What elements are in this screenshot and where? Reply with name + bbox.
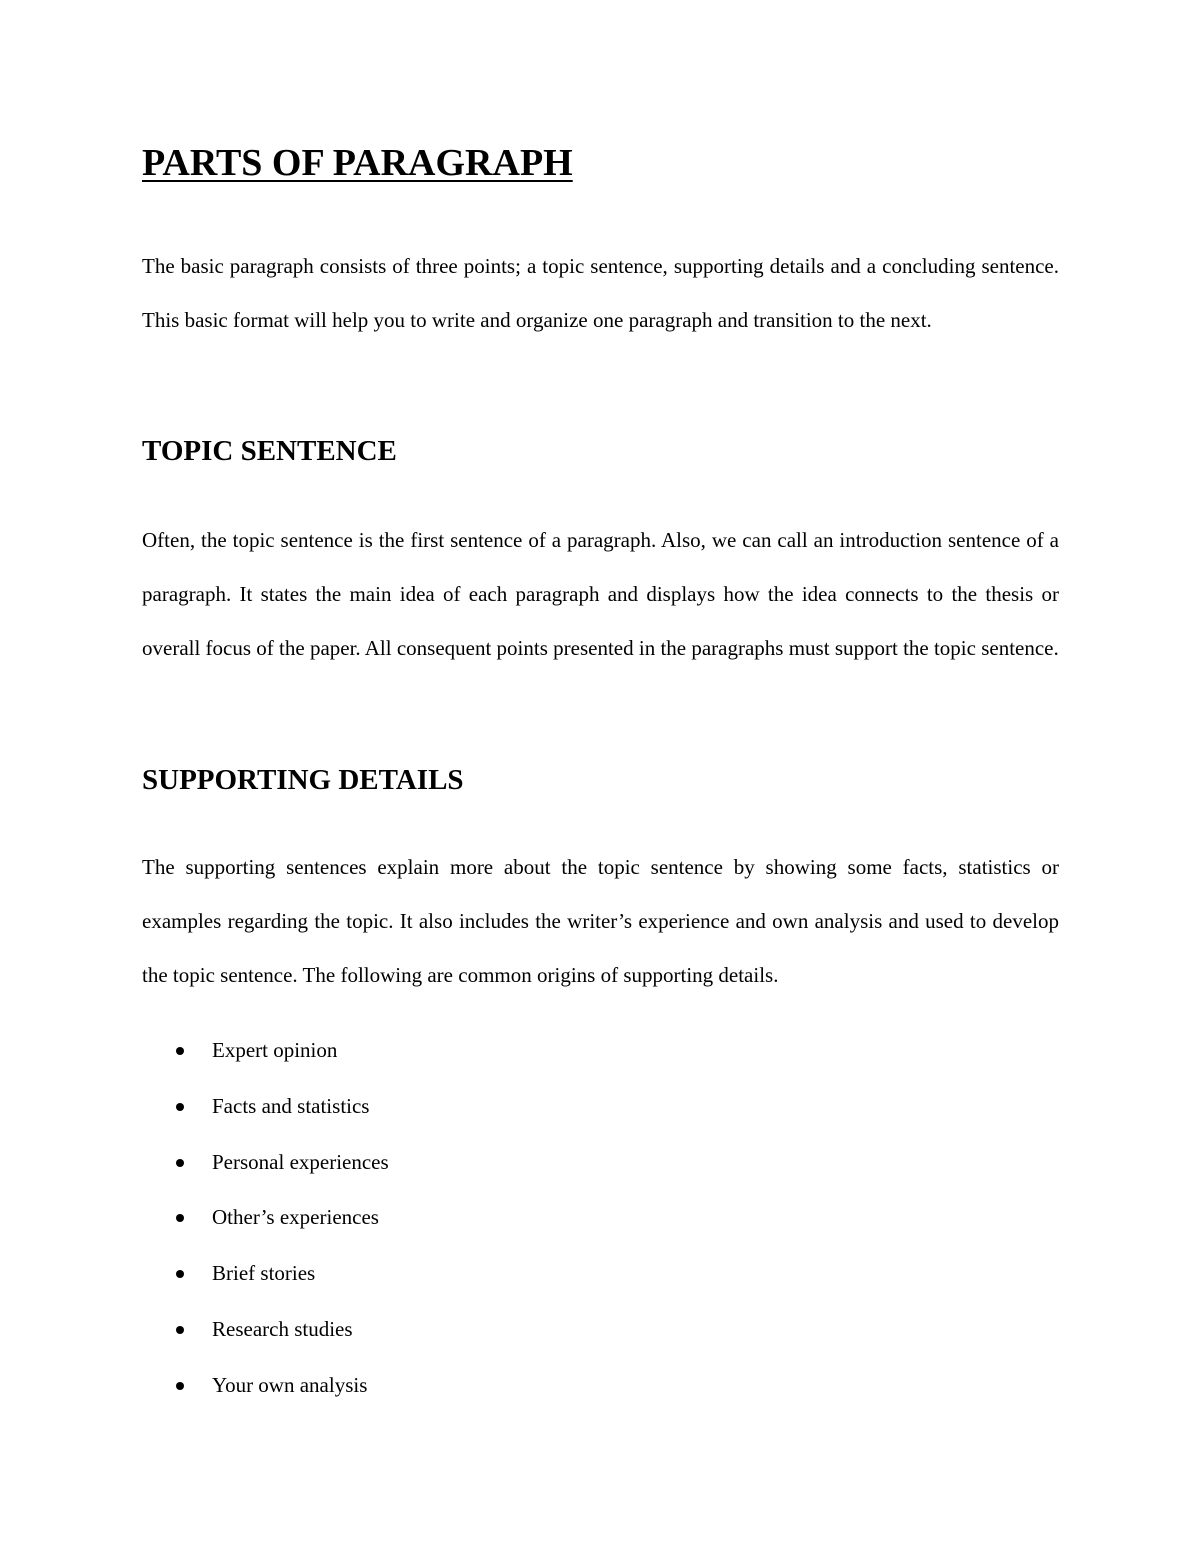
bullet-icon — [176, 1326, 184, 1334]
list-item-text: Research studies — [212, 1316, 353, 1341]
list-item — [142, 1023, 389, 1079]
supporting-details-list — [142, 1023, 389, 1414]
section-heading-supporting-details: SUPPORTING DETAILS — [142, 764, 464, 796]
list-item-text: Your own analysis — [212, 1372, 368, 1397]
bullet-icon — [176, 1382, 184, 1390]
list-item — [142, 1079, 389, 1135]
bullet-icon — [176, 1047, 184, 1055]
bullet-icon — [176, 1159, 184, 1167]
list-item — [142, 1358, 389, 1414]
document-title: PARTS OF PARAGRAPH — [142, 142, 573, 184]
section-heading-topic-sentence: TOPIC SENTENCE — [142, 435, 397, 467]
bullet-icon — [176, 1270, 184, 1278]
list-item — [142, 1135, 389, 1191]
list-item — [142, 1302, 389, 1358]
list-item — [142, 1246, 389, 1302]
list-item-text: Brief stories — [212, 1261, 316, 1286]
list-item-text: Expert opinion — [212, 1038, 338, 1062]
list-item-text: Facts and statistics — [212, 1093, 370, 1118]
topic-sentence-paragraph: Often, the topic sentence is the first sentence of a paragraph. Also, we can call an introduction sentence of a paragraph. It states the main idea of each paragraph and displays how the idea connects to the thesis or overall focus of the paper. All consequent points presented in the paragraphs must support the topic sentence. — [142, 528, 1059, 660]
supporting-details-paragraph: The supporting sentences explain more about the topic sentence by showing some facts, statistics or examples regarding the topic. It also includes the writer’s experience and own analysis and used to develop the topic sentence. The following are common origins of supporting details. — [142, 855, 1059, 987]
list-item — [142, 1190, 389, 1246]
bullet-icon — [176, 1103, 184, 1111]
intro-paragraph: The basic paragraph consists of three points; a topic sentence, supporting details and a concluding sentence. This basic format will help you to write and organize one paragraph and transition to the next. — [142, 254, 1059, 332]
list-item-text: Other’s experiences — [212, 1205, 379, 1230]
list-item-text: Personal experiences — [212, 1149, 389, 1174]
document-page — [142, 0, 1059, 1553]
bullet-icon — [176, 1214, 184, 1222]
